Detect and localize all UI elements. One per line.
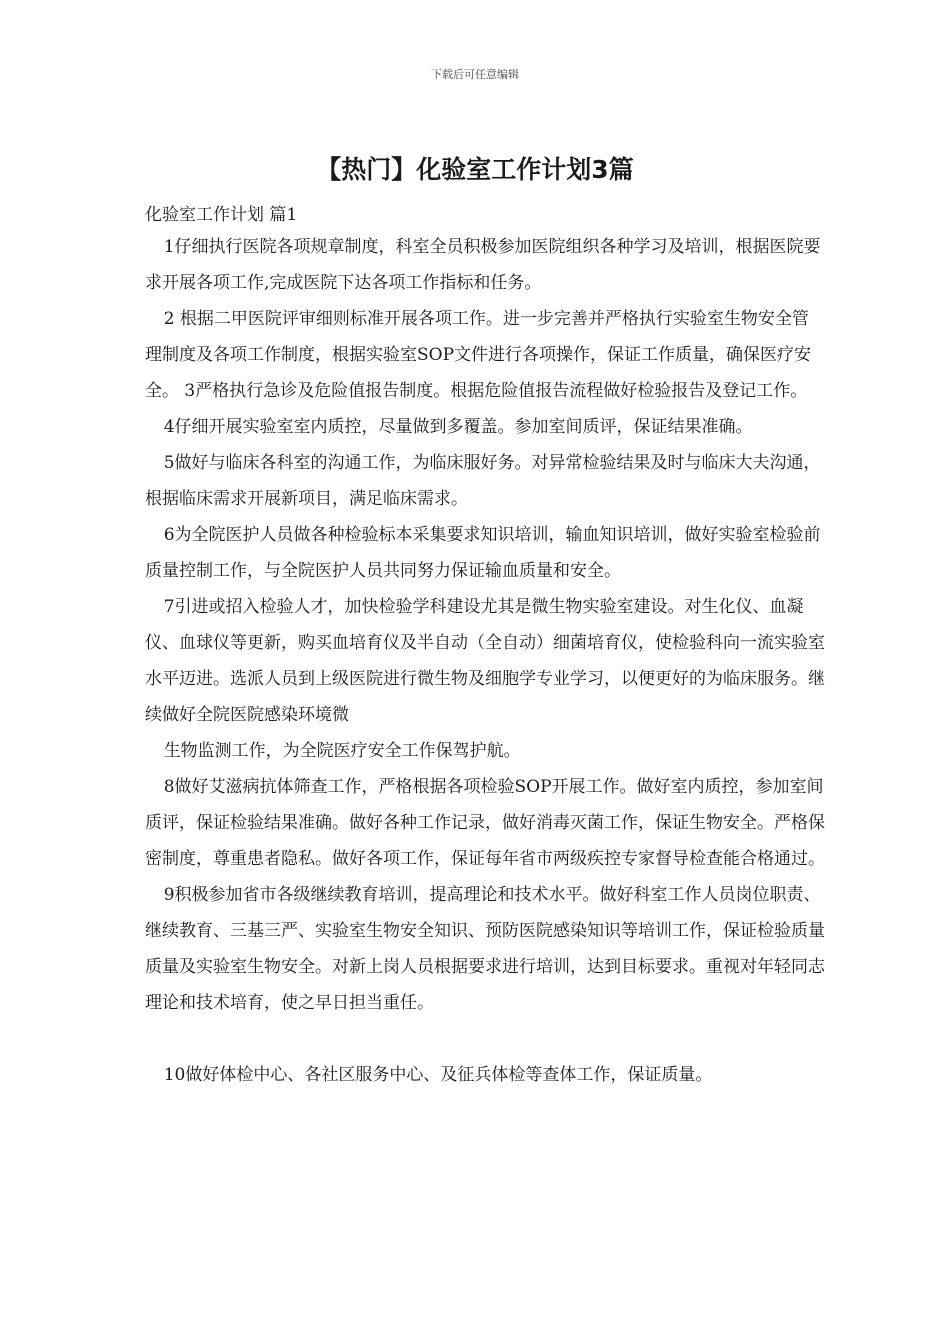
paragraph-5: 5做好与临床各科室的沟通工作，为临床服好务。对异常检验结果及时与临床大夫沟通，根据临床需求开展新项目，满足临床需求。: [145, 453, 821, 509]
paragraph-2: 2 根据二甲医院评审细则标准开展各项工作。进一步完善并严格执行实验室生物安全管理制度及各项工作制度，根据实验室SOP文件进行各项操作，保证工作质量，确保医疗安全。 3严格执行急诊及危险值报告制度。根据危险值报告流程做好检验报告及登记工作。: [145, 309, 812, 401]
paragraph-7-continued: 生物监测工作，为全院医疗安全工作保驾护航。: [163, 741, 521, 761]
document-title: 【热门】化验室工作计划3篇: [316, 155, 634, 184]
page-header-note: 下载后可任意编辑: [431, 68, 519, 81]
paragraph-8: 8做好艾滋病抗体筛查工作，严格根据各项检验SOP开展工作。做好室内质控，参加室间质评，保证检验结果准确。做好各种工作记录，做好消毒灭菌工作，保证生物安全。严格保密制度，尊重患者隐私。做好各项工作，保证每年省市两级疾控专家督导检查能合格通过。: [145, 777, 825, 869]
paragraph-10: 10做好体检中心、各社区服务中心、及征兵体检等查体工作，保证质量。: [163, 1065, 713, 1085]
paragraph-7: 7引进或招入检验人才，加快检验学科建设尤其是微生物实验室建设。对生化仪、血凝仪、血球仪等更新，购买血培育仪及半自动（全自动）细菌培育仪，使检验科向一流实验室水平迈进。选派人员到上级医院进行微生物及细胞学专业学习，以便更好的为临床服务。继续做好全院医院感染环境微: [145, 597, 825, 725]
section-subtitle: 化验室工作计划 篇1: [145, 205, 298, 225]
paragraph-4: 4仔细开展实验室室内质控，尽量做到多覆盖。参加室间质评，保证结果准确。: [163, 417, 753, 437]
document-body: [145, 229, 825, 1093]
paragraph-9: 9积极参加省市各级继续教育培训，提高理论和技术水平。做好科室工作人员岗位职责、继续教育、三基三严、实验室生物安全知识、预防医院感染知识等培训工作，保证检验质量质量及实验室生物安全。对新上岗人员根据要求进行培训，达到目标要求。重视对年轻同志理论和技术培育，使之早日担当重任。: [145, 885, 825, 1013]
paragraph-1: 1仔细执行医院各项规章制度，科室全员积极参加医院组织各种学习及培训，根据医院要求开展各项工作,完成医院下达各项工作指标和任务。: [145, 237, 821, 293]
paragraph-6: 6为全院医护人员做各种检验标本采集要求知识培训，输血知识培训，做好实验室检验前质量控制工作，与全院医护人员共同努力保证输血质量和安全。: [145, 525, 821, 581]
